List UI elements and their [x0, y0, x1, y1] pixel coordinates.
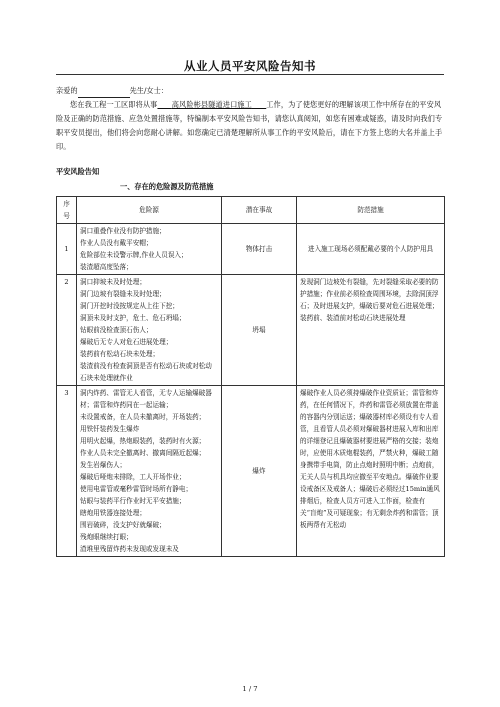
job-name [157, 100, 266, 109]
hazard-item: 作业人员没有戴平安帽； [80, 239, 153, 247]
hazard-item: 渣堆里残留炸药未发现或发现未及 [80, 545, 179, 553]
hazard-cell [77, 275, 222, 386]
hazard-item: 洞顶未及时支护，危土、危石坍塌； [80, 314, 186, 322]
row-number: 2 [57, 275, 77, 386]
hazard-item: 装渣超高度坠落； [80, 263, 133, 271]
header-no: 序号 [57, 197, 77, 224]
hazard-cell [77, 386, 222, 557]
greeting-suffix: 先生/女士： [129, 86, 168, 95]
hazard-item: 洞门开挖时没按规定从上往下挖； [80, 302, 179, 310]
hazard-item: 洞口抑坡未及时处理； [80, 278, 146, 286]
hazard-item: 洞门边坡有裂缝未及时处理； [80, 290, 166, 298]
hazard-cell [77, 224, 222, 275]
section-title: 平安风险告知 [56, 167, 100, 176]
hazard-item: 钻眼前没检查顶石伤人； [80, 326, 153, 334]
risk-table [56, 196, 445, 557]
document-title: 从业人员平安风险告知书 [184, 59, 316, 73]
measure-cell: 发现洞门边坡处有裂缝，先对裂缝采取必要的防护措施；作业前必须检查周围环境，去除洞顶浮石；及时进展支护，爆破后要对危石进展处理；装药前、装渣前对松动石块进展处理 [297, 275, 445, 386]
hazard-item: 发生岩爆伤人； [80, 461, 127, 469]
hazard-item: 洞内炸药、雷管无人看管，无专人运输爆破器材；雷管和炸药同在一起运输； [80, 389, 212, 409]
header-hazard: 危险源 [77, 197, 222, 224]
hazard-item: 洞口重叠作业没有防护措施； [80, 227, 166, 235]
measure-cell: 进入施工现场必须配戴必要的个人防护用具 [297, 224, 445, 275]
hazard-item: 危险部位未设警示牌,作业人员误入； [80, 251, 188, 259]
hazard-item: 爆破后无专人对危石进展处理； [80, 338, 173, 346]
accident-cell: 爆炸 [222, 386, 297, 557]
hazard-item: 残炮眼继续打眼； [80, 533, 133, 541]
hazard-item: 装药前有松动石块未处理； [80, 350, 160, 358]
risk-table-body [57, 224, 445, 557]
hazard-item: 用铁钎装药发生爆炸 [80, 425, 140, 433]
intro-prefix: 您在我工程一工区即将从事 [70, 100, 158, 109]
table-row [57, 224, 445, 275]
hazard-item: 未设置戒备，在人员未撤离时，开场装药； [80, 413, 206, 421]
subsection-title: 一、存在的危险源及防范措施 [120, 182, 214, 191]
job-name-text: 高风险彬县隧道进口施工 [171, 100, 252, 109]
hazard-item: 钻眼与装药平行作业时无平安措施； [80, 497, 186, 505]
row-number: 3 [57, 386, 77, 557]
table-header-row [57, 197, 445, 224]
hazard-item: 围岩破碎，没支护好就爆破； [80, 521, 166, 529]
measure-cell: 爆破作业人员必须持爆破作业资质证；雷管和炸药，在任何情况下，炸药和雷管必须放置在带盖的容器内分别运送；爆破器材库必须设有专人看管，且看管人员必须对爆破器材进展入库和出库的详细登记且爆破器材要进展严格的交接；装炮时，应使用木质炮棍装药，严禁火种，爆破工随身携带手电筒，防止点炮时照明中断；点炮前，无关人员与机具均应撤至平安地点。爆破作业要设戒备区及戒备人；爆破后必须经过15min通风排烟后，检查人员方可进入工作面，检查有关“盲炮”及可疑现象；有无剩余炸药和雷管；顶板两帮有无松动 [297, 386, 445, 557]
hazard-item: 瞎炮用铁器连接处理； [80, 509, 146, 517]
hazard-item: 用明火起爆，热炮眼装药，装药时有火源； [80, 437, 206, 445]
hazard-item: 作业人员未完全撤离时、撤离间隔近起爆； [80, 449, 206, 457]
table-row [57, 386, 445, 557]
intro-body: 工作，为了使您更好的理解该项工作中所存在的平安风险及正确的防范措施、应急处置措施等，特编制本平安风险告知书，请您认真阅知，如您有困难或疑惑，请及时向我们专职平安员提出，他们将会向您耐心讲解。如您确定已清楚理解所从事工作的平安风险后，请在下方签上您的大名并盖上手印。 [56, 100, 443, 151]
hazard-item: 爆破后哑炮未排除，工人开场作业； [80, 473, 186, 481]
accident-cell: 物体打击 [222, 224, 297, 275]
hazard-item: 使用电雷管或毫秒雷管时场所有静电； [80, 485, 193, 493]
page-number: 1 / 7 [242, 685, 258, 693]
greeting-prefix: 亲爱的 [56, 86, 78, 95]
header-measure: 防范措施 [297, 197, 445, 224]
hazard-item: 装渣前没有检查洞顶是否有松动石块或对松动石块未处理就作业 [80, 362, 212, 382]
accident-cell: 坍塌 [222, 275, 297, 386]
row-number: 1 [57, 224, 77, 275]
table-row [57, 275, 445, 386]
title-underline [56, 74, 444, 75]
greeting-line [56, 84, 444, 98]
name-blank [78, 86, 130, 98]
intro-paragraph [56, 98, 444, 154]
header-accident: 潜在事故 [222, 197, 297, 224]
